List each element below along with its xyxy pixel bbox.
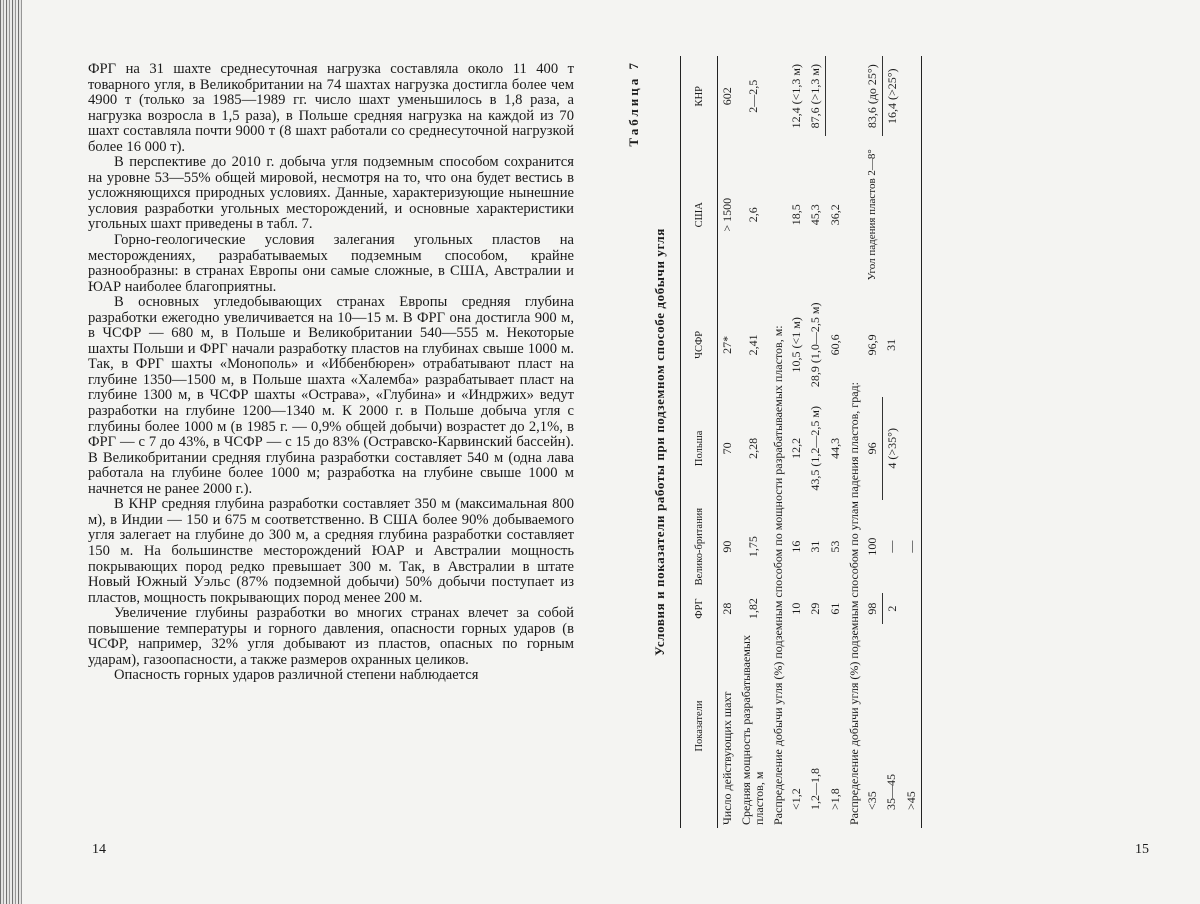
table-header-row xyxy=(681,56,718,828)
row-label: 1,2—1,8 xyxy=(808,768,823,810)
table-row xyxy=(769,56,787,828)
table-cell: 31 xyxy=(808,540,823,553)
table-cell: 44,3 xyxy=(827,437,842,459)
table-row xyxy=(863,56,883,828)
table-cell: 12,4 (<1,3 м) xyxy=(789,64,803,129)
table-cell: 16,4 (>25°) xyxy=(882,56,902,136)
data-table xyxy=(680,56,922,828)
table-cell: 16 xyxy=(789,540,803,553)
table-cell: 2,41 xyxy=(745,334,760,356)
column-header: ЧСФР xyxy=(681,293,718,396)
table-cell: 27* xyxy=(720,335,734,354)
table-cell: 31 xyxy=(884,338,899,351)
table-cell: 28 xyxy=(720,602,734,615)
left-page-text xyxy=(88,62,574,684)
table-cell: 2,6 xyxy=(745,207,760,223)
page-number-right: 15 xyxy=(1135,842,1149,857)
column-header: Польша xyxy=(681,397,718,500)
table-cell: 87,6 (>1,3 м) xyxy=(808,64,822,129)
paragraph: Горно-геологические условия залегания угольных пластов на месторождениях, разрабатываемых подземным способом, крайне разнообразны: в странах Европы они самые сложные, в США, Австралии и ЮАР наиболее благоприятны. xyxy=(88,232,574,295)
table-cell: 10 xyxy=(789,602,803,615)
paragraph: ФРГ на 31 шахте среднесуточная нагрузка составляла около 11 400 т товарного угля, в Великобритании на 74 шахтах нагрузка достигла более чем 4900 т (только за 1985—1989 гг. число шахт уменьшилось в 1,8 раза, а нагрузка возросла в 1,5 раза), в Польше средняя нагрузка на каждой из 70 шахт составляла почти 9000 т (8 шахт работали со среднесуточной нагрузкой более 16 000 т). xyxy=(88,61,574,155)
table-cell: 61 xyxy=(827,602,842,615)
table-label: Таблица 7 xyxy=(626,60,641,147)
table-row xyxy=(787,56,806,828)
table-cell: 4 (>35°) xyxy=(882,397,902,500)
table-cell xyxy=(902,56,922,136)
table-cell: 1,82 xyxy=(745,598,760,620)
table-cell: 2 xyxy=(882,593,902,624)
row-label: >45 xyxy=(902,624,922,828)
row-label: Распределение добычи угля (%) подземным способом по мощности разрабатываемых пластов, м: xyxy=(771,325,785,825)
paragraph: Увеличение глубины разработки во многих странах влечет за собой повышение температуры и горного давления, опасности горных ударов (в ЧСФР, например, 32% угля добывают из пластов, опасных по горным ударам), газоопасности, а также размеров охранных целиков. xyxy=(88,605,574,668)
row-label: Средняя мощность разрабатываемых пластов, м xyxy=(739,635,766,825)
table-cell: 90 xyxy=(720,540,734,553)
table-cell: 18,5 xyxy=(789,204,803,226)
table-cell: > 1500 xyxy=(720,197,734,232)
column-header: ФРГ xyxy=(681,593,718,624)
table-cell: 602 xyxy=(720,87,734,106)
table-row xyxy=(826,56,845,828)
row-label: >1,8 xyxy=(827,788,842,810)
table-cell: 70 xyxy=(720,442,734,455)
table-row xyxy=(718,56,738,828)
table-cell: — xyxy=(884,540,899,553)
table-row xyxy=(737,56,769,828)
table-cell: Угол падения пластов 2—8° xyxy=(866,149,879,281)
table-cell: — xyxy=(902,500,922,593)
table-cell: 83,6 (до 25°) xyxy=(864,64,879,129)
page-number-left: 14 xyxy=(92,842,106,857)
column-header: Велико-британия xyxy=(681,500,718,593)
paragraph: В перспективе до 2010 г. добыча угля подземным способом сохранится на уровне 53—55% общей мировой, несмотря на то, что она будет вестись в усложняющихся природных условиях. Данные, характеризующие нынешние условия разработки угольных месторождений, и основные характеристики угольных шахт приведены в табл. 7. xyxy=(88,154,574,233)
column-header: Показатели xyxy=(681,624,718,828)
table-cell: 96,9 xyxy=(864,334,879,356)
book-spine-shadow xyxy=(0,0,22,904)
table-cell xyxy=(902,593,922,624)
table-cell: 1,75 xyxy=(745,536,760,558)
table-cell: 2—2,5 xyxy=(745,79,760,113)
table-cell: 60,6 xyxy=(827,334,842,356)
table-cell: 45,3 xyxy=(808,204,823,226)
table-cell xyxy=(826,56,845,136)
table-cell: 96 xyxy=(864,442,879,455)
table-cell: 53 xyxy=(827,540,842,553)
table-cell xyxy=(882,136,902,293)
row-label: Число действующих шахт xyxy=(720,691,734,825)
table-title: Условия и показатели работы при подземном способе добычи угля xyxy=(652,228,667,656)
paragraph: Опасность горных ударов различной степени наблюдается xyxy=(114,667,479,684)
table-row xyxy=(806,56,826,828)
column-header: США xyxy=(681,136,718,293)
table-cell: 2,28 xyxy=(745,437,760,459)
table-cell: 98 xyxy=(864,602,879,615)
table-cell: 28,9 (1,0—2,5 м) xyxy=(808,302,823,388)
table-cell xyxy=(902,397,922,500)
table-row xyxy=(845,56,863,828)
rotated-table-page xyxy=(624,56,1150,828)
table-cell xyxy=(902,293,922,396)
row-label: <35 xyxy=(864,791,879,810)
table-cell: 36,2 xyxy=(827,204,842,226)
row-label: <1,2 xyxy=(789,788,803,810)
table-cell: 29 xyxy=(808,602,823,615)
table-cell: 100 xyxy=(864,537,879,556)
table-cell xyxy=(902,136,922,293)
row-label: Распределение добычи угля (%) подземным способом по углам падения пластов, град: xyxy=(846,382,861,825)
paragraph: В КНР средняя глубина разработки составляет 350 м (максимальная 800 м), в Индии — 150 и 675 м соответственно. В США более 90% добываемого угля залегает на глубине до 300 м, а средняя глубина разработки составляет 150 м. На большинстве месторождений ЮАР и Австралии мощность покрывающих пород редко превышает 300 м. Так, в Австралии в штате Новый Южный Уэльс (87% подземной добычи) 50% добычи поступает из пластов, мощность покрывающих пород менее 200 м. xyxy=(88,496,574,606)
table-cell: 43,5 (1,2—2,5 м) xyxy=(808,406,823,491)
paragraph: В основных угледобывающих странах Европы средняя глубина разработки ежегодно увеличивается на 10—15 м. В ФРГ она достигла 900 м, в ЧСФР — 680 м, в Польше и Великобритании 540—555 м. Некоторые шахты Польши и ФРГ начали разработку пластов на глубинах свыше 1000 м. Так, в ФРГ шахты «Монополь» и «Иббенбюрен» отрабатывают пласт на глубине 1350—1500 м, в Польше шахта «Халемба» разрабатывает пласт на глубине 1300 м, в ЧСФР шахты «Острава», «Глубина» и «Индржих» ведут разработки на глубине 1200—1340 м. К 2000 г. в Польше добыча угля с глубины более 1000 м (в 1985 г. — 0,9% общей добычи) возрастет до 2,1%, в ФРГ — с 7 до 43%, в ЧСФР — с 15 до 83% (Остравско-Карвинский бассейн). В Великобритании средняя глубина разработки составляет 540 м (одна лава работала на глубине более 1000 м; разработка на глубине свыше 1000 м начнется не ранее 2000 г.). xyxy=(88,294,574,497)
table-row xyxy=(882,56,902,828)
table-cell: 10,5 (<1 м) xyxy=(789,317,803,373)
row-label: 35—45 xyxy=(884,774,899,810)
column-header: КНР xyxy=(681,56,718,136)
table-row xyxy=(902,56,922,828)
table-cell: 12,2 xyxy=(789,437,803,459)
